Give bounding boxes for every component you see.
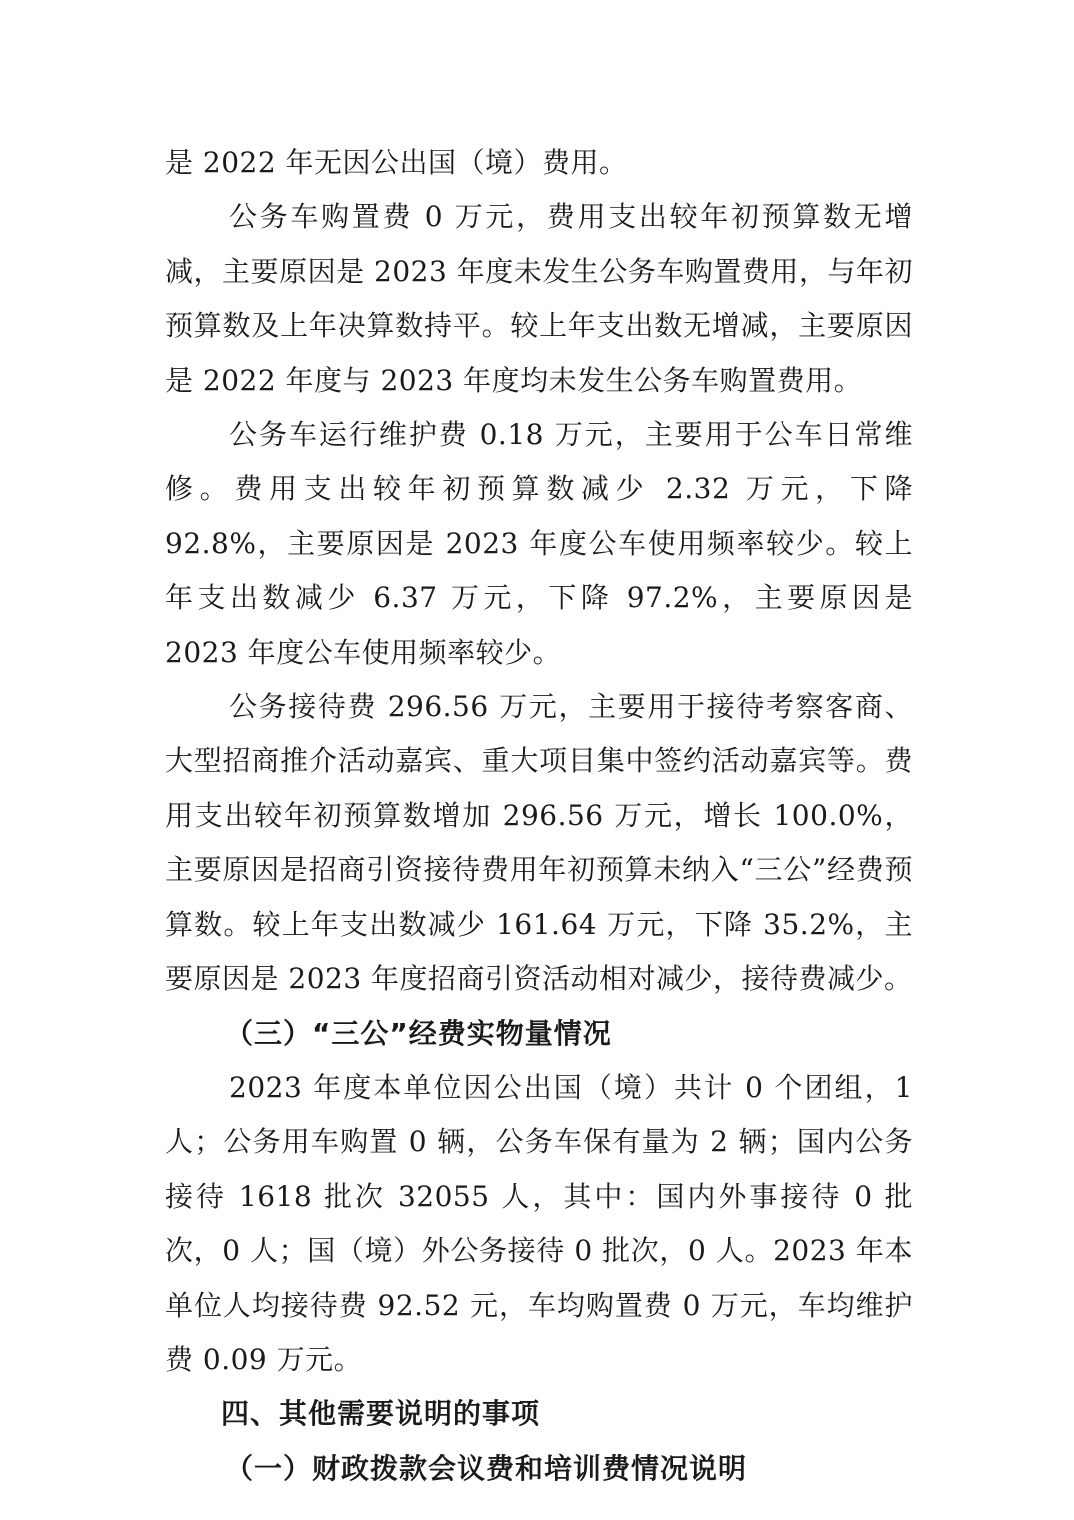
section-heading-meeting-training: （一）财政拨款会议费和培训费情况说明 (225, 1451, 748, 1485)
section-heading-other-matters: 四、其他需要说明的事项 (221, 1397, 541, 1431)
paragraph-vehicle-maintenance: 公务车运行维护费 0.18 万元，主要用于公车日常维修。费用支出较年初预算数减少 2.32 万元，下降 92.8%，主要原因是 2023 年度公车使用频率较少。较上年支出数减少 6.37 万元，下降 97.2%，主要原因是 2023 年度公车使用频率较少。 (165, 418, 913, 669)
section-heading-physical-quantity: （三）“三公”经费实物量情况 (225, 1016, 612, 1050)
paragraph-vehicle-purchase: 公务车购置费 0 万元，费用支出较年初预算数无增减，主要原因是 2023 年度未发生公务车购置费用，与年初预算数及上年决算数持平。较上年支出数无增减，主要原因是 2022 年度与 2023 年度均未发生公务车购置费用。 (165, 200, 913, 397)
paragraph-physical-quantity: 2023 年度本单位因公出国（境）共计 0 个团组，1 人；公务用车购置 0 辆，公务车保有量为 2 辆；国内公务接待 1618 批次 32055 人，其中：国内外事接待 0 批次，0 人；国（境）外公务接待 0 批次，0 人。2023 年本单位人均接待费 92.52 元，车均购置费 0 万元，车均维护费 0.09 万元。 (165, 1070, 913, 1376)
paragraph-reception: 公务接待费 296.56 万元，主要用于接待考察客商、大型招商推介活动嘉宾、重大项目集中签约活动嘉宾等。费用支出较年初预算数增加 296.56 万元，增长 100.0%，主要原因是招商引资接待费用年初预算未纳入“三公”经费预算数。较上年支出数减少 161.64 万元，下降 35.2%，主要原因是 2023 年度招商引资活动相对减少，接待费减少。 (165, 690, 913, 996)
document-body (165, 136, 913, 1496)
paragraph-continuation: 是 2022 年无因公出国（境）费用。 (165, 146, 628, 179)
